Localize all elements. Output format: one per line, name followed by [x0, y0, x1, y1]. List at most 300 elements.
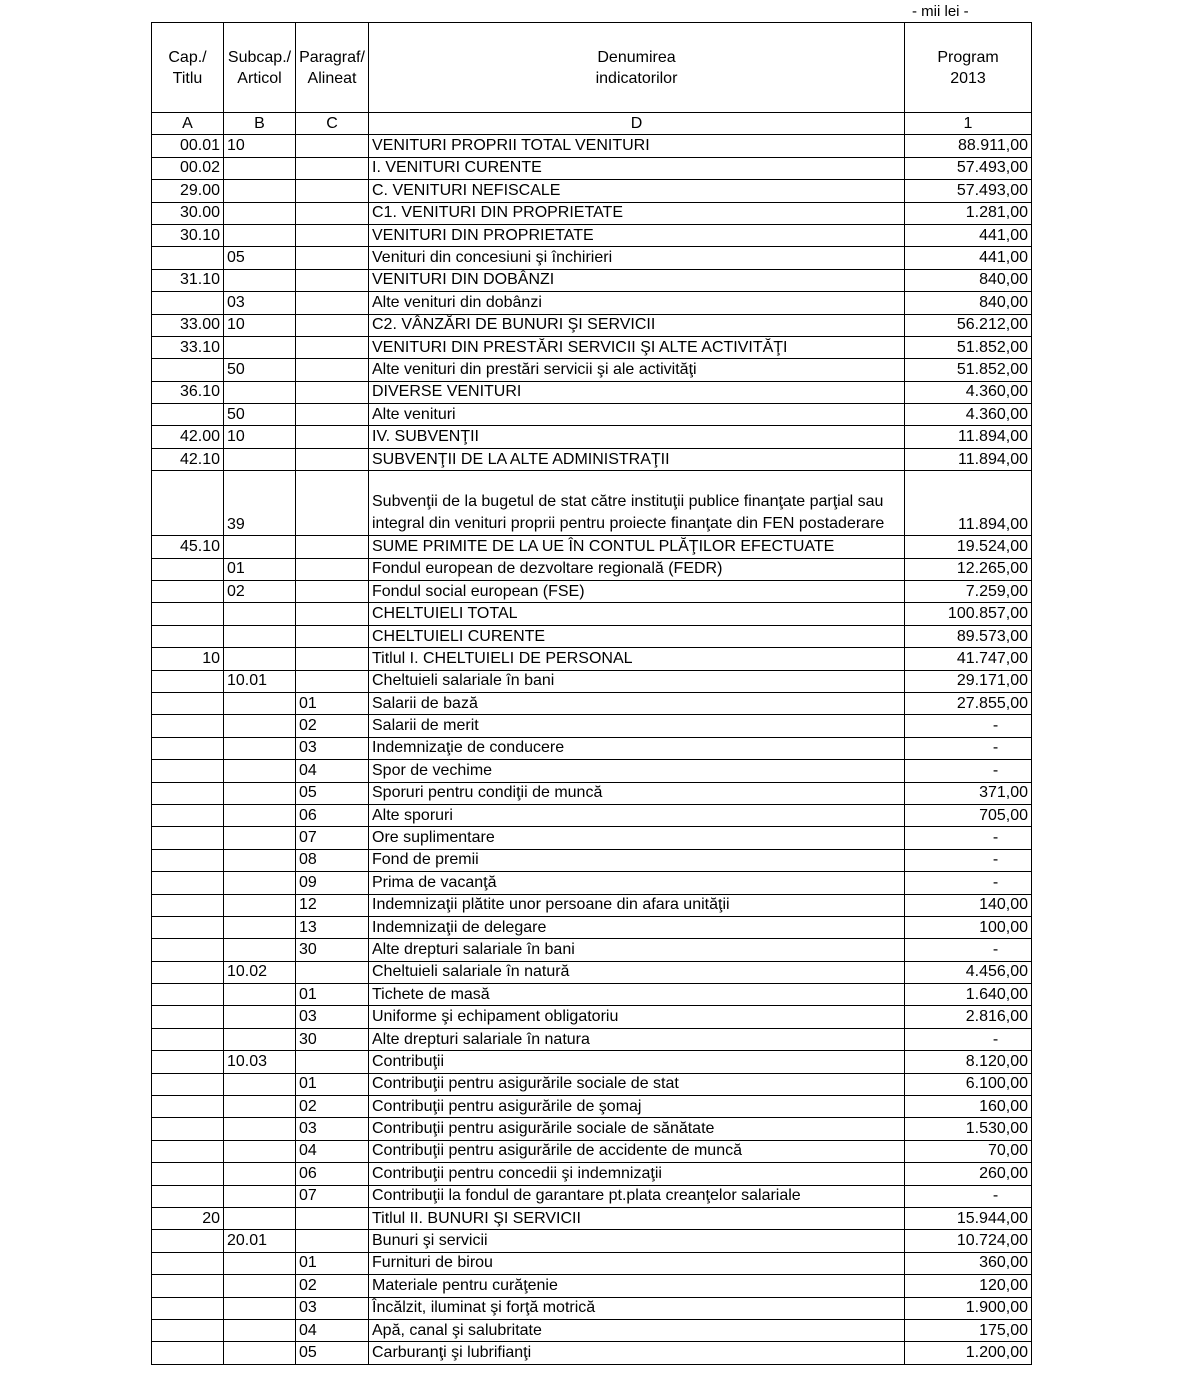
paragraf-cell [296, 269, 369, 291]
description-cell: Cheltuieli salariale în bani [369, 670, 905, 692]
description-cell: SUBVENŢII DE LA ALTE ADMINISTRAŢII [369, 448, 905, 470]
paragraf-cell [296, 202, 369, 224]
table-row [152, 760, 1032, 782]
header-denumire: Denumirea indicatorilor [369, 23, 905, 113]
paragraf-cell: 05 [296, 1342, 369, 1364]
cap-cell [152, 1252, 224, 1274]
description-cell: Uniforme şi echipament obligatoriu [369, 1006, 905, 1028]
subcap-cell [224, 1252, 296, 1274]
table-row [152, 961, 1032, 983]
cap-cell [152, 404, 224, 426]
paragraf-cell [296, 426, 369, 448]
subcap-cell [224, 1275, 296, 1297]
subcap-cell: 10.01 [224, 670, 296, 692]
table-row [152, 336, 1032, 358]
paragraf-cell: 30 [296, 939, 369, 961]
table-row [152, 1140, 1032, 1162]
value-cell: 19.524,00 [905, 536, 1032, 558]
description-cell: Materiale pentru curăţenie [369, 1275, 905, 1297]
subcap-cell [224, 737, 296, 759]
value-cell: - [905, 827, 1032, 849]
subcap-cell [224, 1342, 296, 1364]
subcap-cell: 03 [224, 292, 296, 314]
table-row [152, 247, 1032, 269]
value-cell: 840,00 [905, 269, 1032, 291]
description-cell: Ore suplimentare [369, 827, 905, 849]
table-row [152, 1051, 1032, 1073]
letter-a: A [152, 113, 224, 135]
table-row [152, 558, 1032, 580]
cap-cell [152, 558, 224, 580]
table-row [152, 1297, 1032, 1319]
value-cell: 57.493,00 [905, 180, 1032, 202]
cap-cell [152, 1096, 224, 1118]
value-cell: 2.816,00 [905, 1006, 1032, 1028]
value-cell: 6.100,00 [905, 1073, 1032, 1095]
cap-cell: 33.10 [152, 336, 224, 358]
value-cell: 89.573,00 [905, 625, 1032, 647]
table-row [152, 224, 1032, 246]
unit-label: - mii lei - [912, 3, 969, 20]
value-cell: - [905, 737, 1032, 759]
table-row [152, 827, 1032, 849]
subcap-cell: 20.01 [224, 1230, 296, 1252]
subcap-cell [224, 1096, 296, 1118]
table-row [152, 1006, 1032, 1028]
subcap-cell [224, 1118, 296, 1140]
cap-cell [152, 737, 224, 759]
description-cell: Indemnizaţii de delegare [369, 916, 905, 938]
value-cell: 360,00 [905, 1252, 1032, 1274]
cap-cell: 00.02 [152, 157, 224, 179]
value-cell: 441,00 [905, 247, 1032, 269]
subcap-cell: 05 [224, 247, 296, 269]
cap-cell: 30.10 [152, 224, 224, 246]
subcap-cell [224, 1073, 296, 1095]
cap-cell: 10 [152, 648, 224, 670]
table-row [152, 157, 1032, 179]
paragraf-cell [296, 381, 369, 403]
description-cell: VENITURI PROPRII TOTAL VENITURI [369, 135, 905, 157]
paragraf-cell: 03 [296, 1118, 369, 1140]
subcap-cell: 10 [224, 426, 296, 448]
cap-cell [152, 670, 224, 692]
cap-cell [152, 1275, 224, 1297]
subcap-cell: 39 [224, 471, 296, 536]
description-cell: Titlul II. BUNURI ŞI SERVICII [369, 1207, 905, 1229]
description-cell: Apă, canal şi salubritate [369, 1319, 905, 1341]
table-row [152, 737, 1032, 759]
value-cell: 371,00 [905, 782, 1032, 804]
subcap-cell: 10.02 [224, 961, 296, 983]
subcap-cell [224, 939, 296, 961]
paragraf-cell: 01 [296, 1252, 369, 1274]
paragraf-cell [296, 157, 369, 179]
description-cell: Titlul I. CHELTUIELI DE PERSONAL [369, 648, 905, 670]
description-cell: Contribuţii pentru asigurările de şomaj [369, 1096, 905, 1118]
paragraf-cell [296, 603, 369, 625]
paragraf-cell [296, 670, 369, 692]
cap-cell [152, 247, 224, 269]
value-cell: 140,00 [905, 894, 1032, 916]
value-cell: 100,00 [905, 916, 1032, 938]
description-cell: Contribuţii la fondul de garantare pt.plata creanţelor salariale [369, 1185, 905, 1207]
cap-cell [152, 894, 224, 916]
paragraf-cell: 07 [296, 827, 369, 849]
table-row [152, 1252, 1032, 1274]
table-row [152, 939, 1032, 961]
paragraf-cell: 30 [296, 1028, 369, 1050]
paragraf-cell: 01 [296, 1073, 369, 1095]
value-cell: 441,00 [905, 224, 1032, 246]
cap-cell [152, 782, 224, 804]
description-cell: Subvenţii de la bugetul de stat către instituţii publice finanţate parţial sau integral din venituri proprii pentru proiecte finanţate din FEN postaderare [369, 471, 905, 536]
subcap-cell [224, 1006, 296, 1028]
description-cell: Fond de premii [369, 849, 905, 871]
value-cell: 4.456,00 [905, 961, 1032, 983]
paragraf-cell: 09 [296, 872, 369, 894]
paragraf-cell: 01 [296, 692, 369, 714]
paragraf-cell: 05 [296, 782, 369, 804]
subcap-cell [224, 715, 296, 737]
description-cell: Contribuţii [369, 1051, 905, 1073]
value-cell: 120,00 [905, 1275, 1032, 1297]
letter-b: B [224, 113, 296, 135]
letter-c: C [296, 113, 369, 135]
cap-cell [152, 1073, 224, 1095]
description-cell: Fondul social european (FSE) [369, 581, 905, 603]
table-row [152, 648, 1032, 670]
description-cell: DIVERSE VENITURI [369, 381, 905, 403]
paragraf-cell [296, 536, 369, 558]
paragraf-cell: 13 [296, 916, 369, 938]
table-row [152, 448, 1032, 470]
paragraf-cell [296, 247, 369, 269]
value-cell: - [905, 849, 1032, 871]
subcap-cell: 50 [224, 359, 296, 381]
value-cell: - [905, 715, 1032, 737]
value-cell: 57.493,00 [905, 157, 1032, 179]
table-row [152, 269, 1032, 291]
cap-cell: 42.00 [152, 426, 224, 448]
table-row [152, 894, 1032, 916]
description-cell: CHELTUIELI TOTAL [369, 603, 905, 625]
header-row [152, 23, 1032, 113]
subcap-cell: 10 [224, 314, 296, 336]
table-row [152, 404, 1032, 426]
letter-1: 1 [905, 113, 1032, 135]
subcap-cell [224, 336, 296, 358]
paragraf-cell [296, 471, 369, 536]
cap-cell [152, 1006, 224, 1028]
cap-cell: 36.10 [152, 381, 224, 403]
paragraf-cell: 03 [296, 737, 369, 759]
cap-cell [152, 1185, 224, 1207]
cap-cell: 30.00 [152, 202, 224, 224]
cap-cell [152, 804, 224, 826]
paragraf-cell: 04 [296, 760, 369, 782]
value-cell: - [905, 1028, 1032, 1050]
subcap-cell [224, 448, 296, 470]
table-row [152, 1207, 1032, 1229]
cap-cell: 42.10 [152, 448, 224, 470]
value-cell: 12.265,00 [905, 558, 1032, 580]
table-row [152, 625, 1032, 647]
paragraf-cell [296, 180, 369, 202]
description-cell: Bunuri şi servicii [369, 1230, 905, 1252]
table-row [152, 984, 1032, 1006]
subcap-cell [224, 916, 296, 938]
paragraf-cell: 06 [296, 1163, 369, 1185]
value-cell: 56.212,00 [905, 314, 1032, 336]
paragraf-cell: 03 [296, 1297, 369, 1319]
cap-cell [152, 603, 224, 625]
paragraf-cell [296, 404, 369, 426]
table-row [152, 359, 1032, 381]
table-row [152, 916, 1032, 938]
table-row [152, 1230, 1032, 1252]
table-row [152, 872, 1032, 894]
description-cell: Contribuţii pentru asigurările sociale de sănătate [369, 1118, 905, 1140]
value-cell: 175,00 [905, 1319, 1032, 1341]
value-cell: 160,00 [905, 1096, 1032, 1118]
subcap-cell: 50 [224, 404, 296, 426]
cap-cell [152, 1163, 224, 1185]
subcap-cell [224, 849, 296, 871]
subcap-cell [224, 1319, 296, 1341]
subcap-cell [224, 1297, 296, 1319]
paragraf-cell [296, 581, 369, 603]
table-row [152, 581, 1032, 603]
subcap-cell [224, 157, 296, 179]
cap-cell [152, 471, 224, 536]
subcap-cell: 01 [224, 558, 296, 580]
value-cell: 11.894,00 [905, 426, 1032, 448]
paragraf-cell [296, 314, 369, 336]
table-row [152, 292, 1032, 314]
subcap-cell: 02 [224, 581, 296, 603]
table-row [152, 1096, 1032, 1118]
description-cell: C. VENITURI NEFISCALE [369, 180, 905, 202]
cap-cell: 45.10 [152, 536, 224, 558]
subcap-cell [224, 804, 296, 826]
value-cell: 7.259,00 [905, 581, 1032, 603]
subcap-cell [224, 782, 296, 804]
description-cell: Salarii de merit [369, 715, 905, 737]
table-row [152, 536, 1032, 558]
value-cell: 8.120,00 [905, 1051, 1032, 1073]
description-cell: Fondul european de dezvoltare regională (FEDR) [369, 558, 905, 580]
column-letter-row [152, 113, 1032, 135]
subcap-cell: 10 [224, 135, 296, 157]
table-row [152, 1028, 1032, 1050]
paragraf-cell [296, 648, 369, 670]
cap-cell [152, 916, 224, 938]
value-cell: 51.852,00 [905, 359, 1032, 381]
value-cell: 1.900,00 [905, 1297, 1032, 1319]
value-cell: 260,00 [905, 1163, 1032, 1185]
cap-cell [152, 961, 224, 983]
description-cell: SUME PRIMITE DE LA UE ÎN CONTUL PLĂŢILOR EFECTUATE [369, 536, 905, 558]
table-row [152, 1275, 1032, 1297]
table-row [152, 782, 1032, 804]
description-cell: Alte venituri din prestări servicii şi ale activităţi [369, 359, 905, 381]
cap-cell [152, 849, 224, 871]
description-cell: Spor de vechime [369, 760, 905, 782]
value-cell: 15.944,00 [905, 1207, 1032, 1229]
cap-cell [152, 1051, 224, 1073]
paragraf-cell: 04 [296, 1140, 369, 1162]
cap-cell [152, 692, 224, 714]
paragraf-cell [296, 1230, 369, 1252]
cap-cell [152, 1028, 224, 1050]
table-row [152, 849, 1032, 871]
subcap-cell [224, 224, 296, 246]
paragraf-cell [296, 625, 369, 647]
description-cell: Încălzit, iluminat şi forţă motrică [369, 1297, 905, 1319]
paragraf-cell: 06 [296, 804, 369, 826]
paragraf-cell [296, 292, 369, 314]
header-paragraf: Paragraf/ Alineat [296, 23, 369, 113]
value-cell: 11.894,00 [905, 471, 1032, 536]
cap-cell: 29.00 [152, 180, 224, 202]
value-cell: 1.200,00 [905, 1342, 1032, 1364]
subcap-cell [224, 1028, 296, 1050]
paragraf-cell: 03 [296, 1006, 369, 1028]
description-cell: Venituri din concesiuni şi închirieri [369, 247, 905, 269]
paragraf-cell [296, 1207, 369, 1229]
description-cell: Prima de vacanţă [369, 872, 905, 894]
subcap-cell [224, 648, 296, 670]
value-cell: 29.171,00 [905, 670, 1032, 692]
table-row [152, 135, 1032, 157]
description-cell: Salarii de bază [369, 692, 905, 714]
description-cell: Indemnizaţie de conducere [369, 737, 905, 759]
cap-cell [152, 1140, 224, 1162]
value-cell: 41.747,00 [905, 648, 1032, 670]
table-row [152, 715, 1032, 737]
value-cell: - [905, 872, 1032, 894]
value-cell: 705,00 [905, 804, 1032, 826]
value-cell: 70,00 [905, 1140, 1032, 1162]
cap-cell [152, 1342, 224, 1364]
table-row [152, 1118, 1032, 1140]
cap-cell [152, 939, 224, 961]
table-row [152, 426, 1032, 448]
paragraf-cell: 02 [296, 1096, 369, 1118]
paragraf-cell [296, 558, 369, 580]
cap-cell: 00.01 [152, 135, 224, 157]
cap-cell [152, 984, 224, 1006]
subcap-cell [224, 202, 296, 224]
subcap-cell: 10.03 [224, 1051, 296, 1073]
description-cell: Furnituri de birou [369, 1252, 905, 1274]
description-cell: IV. SUBVENŢII [369, 426, 905, 448]
value-cell: 27.855,00 [905, 692, 1032, 714]
description-cell: Contribuţii pentru asigurările sociale de stat [369, 1073, 905, 1095]
description-cell: VENITURI DIN DOBÂNZI [369, 269, 905, 291]
cap-cell [152, 760, 224, 782]
table-row [152, 1073, 1032, 1095]
cap-cell [152, 625, 224, 647]
subcap-cell [224, 692, 296, 714]
paragraf-cell [296, 135, 369, 157]
subcap-cell [224, 1163, 296, 1185]
description-cell: Alte drepturi salariale în bani [369, 939, 905, 961]
cap-cell [152, 1297, 224, 1319]
description-cell: C1. VENITURI DIN PROPRIETATE [369, 202, 905, 224]
paragraf-cell: 02 [296, 1275, 369, 1297]
value-cell: 1.281,00 [905, 202, 1032, 224]
table-row [152, 314, 1032, 336]
description-cell: Contribuţii pentru concedii şi indemnizaţii [369, 1163, 905, 1185]
value-cell: 100.857,00 [905, 603, 1032, 625]
paragraf-cell: 04 [296, 1319, 369, 1341]
paragraf-cell: 01 [296, 984, 369, 1006]
subcap-cell [224, 760, 296, 782]
header-program: Program 2013 [905, 23, 1032, 113]
paragraf-cell: 08 [296, 849, 369, 871]
paragraf-cell [296, 359, 369, 381]
description-cell: CHELTUIELI CURENTE [369, 625, 905, 647]
subcap-cell [224, 1185, 296, 1207]
table-row [152, 180, 1032, 202]
value-cell: 10.724,00 [905, 1230, 1032, 1252]
subcap-cell [224, 1207, 296, 1229]
table-row [152, 1342, 1032, 1364]
value-cell: 51.852,00 [905, 336, 1032, 358]
paragraf-cell: 12 [296, 894, 369, 916]
paragraf-cell [296, 224, 369, 246]
value-cell: 4.360,00 [905, 381, 1032, 403]
description-cell: C2. VÂNZĂRI DE BUNURI ŞI SERVICII [369, 314, 905, 336]
value-cell: - [905, 1185, 1032, 1207]
value-cell: 4.360,00 [905, 404, 1032, 426]
table-row [152, 471, 1032, 536]
cap-cell: 31.10 [152, 269, 224, 291]
subcap-cell [224, 872, 296, 894]
subcap-cell [224, 536, 296, 558]
cap-cell: 33.00 [152, 314, 224, 336]
cap-cell [152, 581, 224, 603]
table-row [152, 670, 1032, 692]
value-cell: - [905, 760, 1032, 782]
description-cell: Contribuţii pentru asigurările de accidente de muncă [369, 1140, 905, 1162]
description-cell: Alte venituri [369, 404, 905, 426]
subcap-cell [224, 603, 296, 625]
cap-cell [152, 292, 224, 314]
cap-cell [152, 715, 224, 737]
paragraf-cell [296, 961, 369, 983]
table-row [152, 202, 1032, 224]
description-cell: Alte venituri din dobânzi [369, 292, 905, 314]
cap-cell [152, 872, 224, 894]
value-cell: - [905, 939, 1032, 961]
value-cell: 1.530,00 [905, 1118, 1032, 1140]
description-cell: Tichete de masă [369, 984, 905, 1006]
letter-d: D [369, 113, 905, 135]
paragraf-cell: 07 [296, 1185, 369, 1207]
cap-cell [152, 1319, 224, 1341]
table-row [152, 603, 1032, 625]
description-cell: I. VENITURI CURENTE [369, 157, 905, 179]
value-cell: 88.911,00 [905, 135, 1032, 157]
cap-cell: 20 [152, 1207, 224, 1229]
cap-cell [152, 1230, 224, 1252]
description-cell: Alte sporuri [369, 804, 905, 826]
description-cell: VENITURI DIN PROPRIETATE [369, 224, 905, 246]
table-row [152, 692, 1032, 714]
